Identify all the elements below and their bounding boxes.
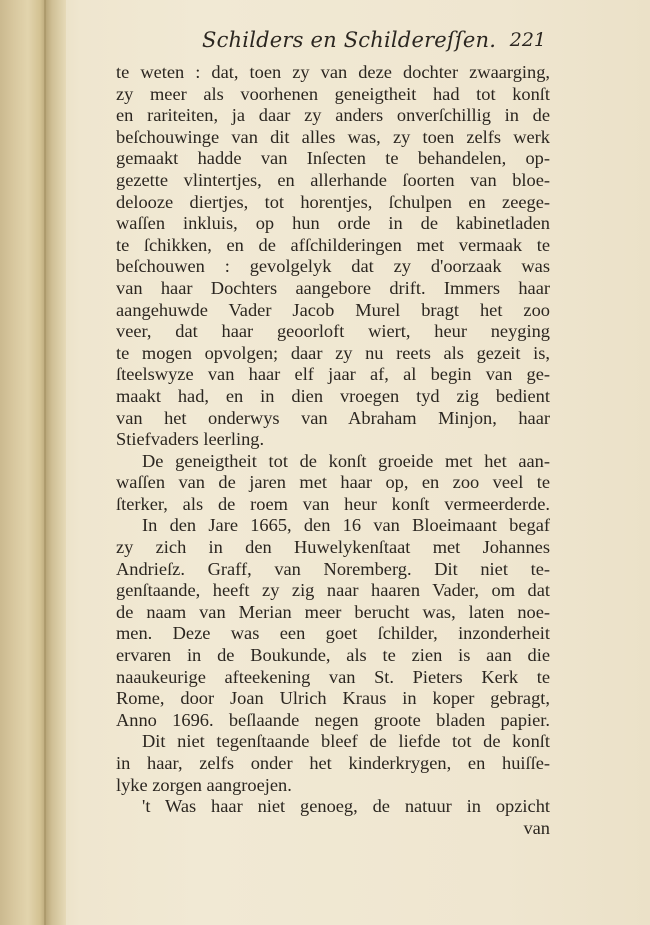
text-line: lyke zorgen aangroejen.: [116, 774, 292, 795]
text-line: Stiefvaders leerling.: [116, 429, 265, 450]
text-line: ſterker, als de roem van heur konſt vermeerderde.: [116, 493, 550, 514]
text-line: ervaren in de Boukunde, als te zien is aan die: [116, 645, 550, 666]
text-line: de naam van Merian meer berucht was, laten noe-: [116, 601, 550, 622]
text-line: In den Jare 1665, den 16 van Bloeimaant begaf: [142, 515, 550, 536]
text-line: naaukeurige afteekening van St. Pieters Kerk te: [116, 666, 550, 687]
text-line: van haar Dochters aangebore drift. Immers haar: [116, 277, 550, 298]
text-line: zy zich in den Huwelykenſtaat met Johannes: [116, 537, 550, 558]
text-line: te ſchikken, en de afſchilderingen met vermaak te: [116, 234, 550, 255]
text-line: gezette vlintertjes, en allerhande ſoorten van bloe-: [116, 169, 550, 190]
running-title: Schilders en Schildereſſen.: [202, 28, 497, 52]
text-line: te mogen opvolgen; daar zy nu reets als gezeit is,: [116, 342, 550, 363]
text-line: van: [523, 817, 550, 838]
text-line: 't Was haar niet genoeg, de natuur in opzicht: [142, 796, 550, 817]
book-gutter: [0, 0, 66, 925]
text-line: beſchouwen : gevolgelyk dat zy d'oorzaak was: [116, 256, 550, 277]
text-line: men. Deze was een goet ſchilder, inzonderheit: [116, 623, 550, 644]
body-text: [116, 62, 550, 839]
text-line: zy meer als voorhenen geneigtheit had tot konſt: [116, 83, 550, 104]
text-line: delooze diertjes, tot horentjes, ſchulpen en zeege-: [116, 191, 550, 212]
text-line: waſſen inkluis, op hun orde in de kabinetladen: [116, 213, 550, 234]
text-line: genſtaande, heeft zy zig naar haaren Vader, om dat: [116, 580, 550, 601]
gutter-edge: [44, 0, 46, 925]
text-line: in haar, zelfs onder het kinderkrygen, en huiſſe-: [116, 753, 550, 773]
text-line: en rariteiten, ja daar zy anders onverſchillig in de: [116, 105, 550, 126]
text-line: gemaakt hadde van Inſecten te behandelen, op-: [116, 148, 550, 169]
text-line: Rome, door Joan Ulrich Kraus in koper gebragt,: [116, 688, 550, 709]
page-header: [116, 28, 546, 56]
text-line: van het onderwys van Abraham Minjon, haar: [116, 407, 550, 428]
text-line: Andrieſz. Graff, van Noremberg. Dit niet te-: [116, 558, 550, 579]
text-line: maakt had, en in dien vroegen tyd zig bedient: [116, 385, 550, 406]
text-line: waſſen van de jaren met haar op, en zoo veel te: [116, 472, 550, 493]
text-line: De geneigtheit tot de konſt groeide met het aan-: [142, 450, 550, 471]
text-line: beſchouwinge van dit alles was, zy toen zelfs werk: [116, 126, 550, 147]
text-line: te weten : dat, toen zy van deze dochter zwaarging,: [116, 62, 550, 82]
text-line: Dit niet tegenſtaande bleef de liefde tot de konſt: [142, 731, 550, 752]
text-line: aangehuwde Vader Jacob Murel bragt het zoo: [116, 299, 550, 320]
text-line: ſteelswyze van haar elf jaar af, al begin van ge-: [116, 364, 550, 385]
page-number: 221: [509, 29, 546, 51]
text-line: Anno 1696. beſlaande negen groote bladen papier.: [116, 709, 550, 730]
text-line: veer, dat haar geoorloft wiert, heur neyging: [116, 321, 550, 342]
